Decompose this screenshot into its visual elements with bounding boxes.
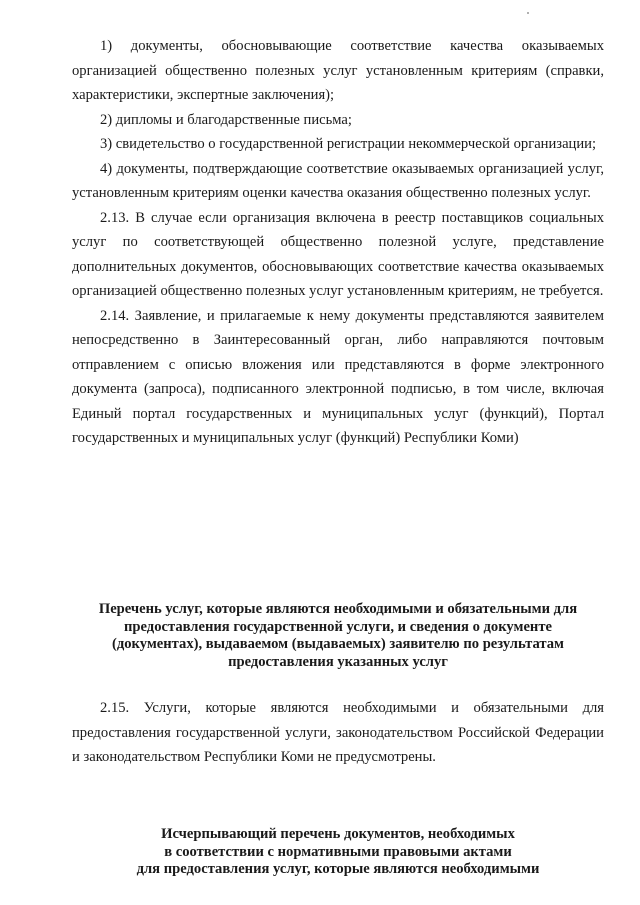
scan-speck — [527, 12, 529, 14]
heading-services — [86, 601, 590, 671]
heading-line: в соответствии с нормативными правовыми актами — [164, 843, 512, 860]
paragraph-2-14: 2.14. Заявление, и прилагаемые к нему документы представляются заявителем непосредственно в Заинтересованный орган, либо направляются почтовым отправлением с описью вложения или представляются в форме электронного документа (запроса), подписанного электронной подписью, в том числе, включая Единый портал государственных и муниципальных услуг (функций), Портал государственных и муниципальных услуг (функций) Республики Коми) — [72, 307, 604, 446]
heading-documents — [86, 826, 590, 879]
list-item-diplomas: 2) дипломы и благодарственные письма; — [100, 111, 352, 128]
heading-line: (документах), выдаваемом (выдаваемых) заявителю по результатам — [112, 636, 564, 653]
list-item-registration: 3) свидетельство о государственной регистрации некоммерческой организации; — [100, 136, 597, 152]
heading-line: предоставления указанных услуг — [228, 653, 448, 670]
requirements-list — [72, 34, 604, 451]
paragraph-2-13: 2.13. В случае если организация включена в реестр поставщиков социальных услуг по соответствующей общественно полезной услуге, представление дополнительных документов, обосновывающих соответствие качества оказываемых организацией общественно полезных услуг установленным критериям, не требуется. — [72, 209, 604, 299]
section-2-15 — [72, 696, 604, 770]
heading-line: для предоставления услуг, которые являются необходимыми — [136, 861, 540, 878]
heading-line: Исчерпывающий перечень документов, необходимых — [161, 826, 515, 842]
list-item-quality-documents: 4) документы, подтверждающие соответствие оказываемых организацией услуг, установленным критериям оценки качества оказания общественно полезных услуг. — [72, 160, 604, 201]
heading-line: Перечень услуг, которые являются необходимыми и обязательными для — [98, 601, 578, 617]
paragraph-2-15: 2.15. Услуги, которые являются необходимыми и обязательными для предоставления государственной услуги, законодательством Российской Федерации и законодательством Республики Коми не предусмотрены. — [72, 700, 604, 765]
list-item-documents: 1) документы, обосновывающие соответствие качества оказываемых организацией общественно полезных услуг установленным критериям (справки, характеристики, экспертные заключения); — [72, 38, 604, 103]
heading-line: предоставления государственной услуги, и сведения о документе — [124, 618, 552, 635]
